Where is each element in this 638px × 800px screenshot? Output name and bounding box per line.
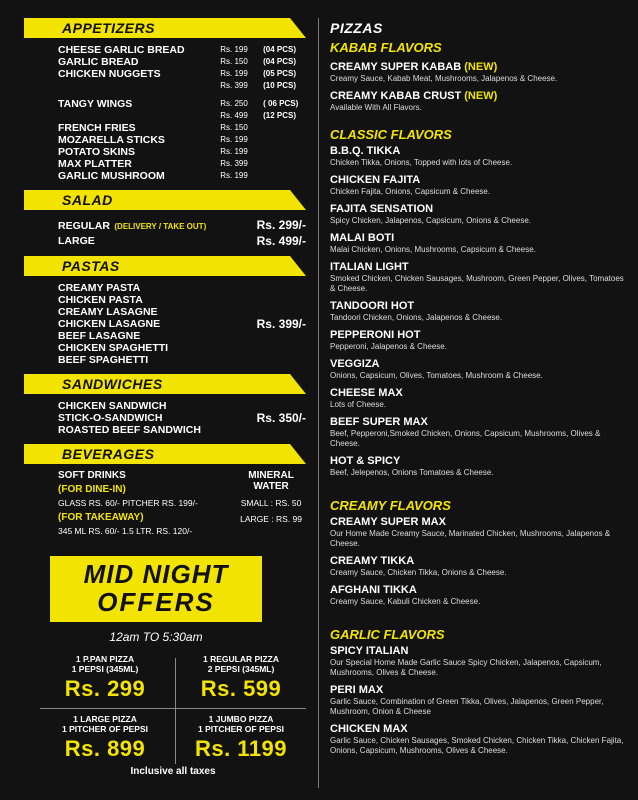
list-item: [58, 234, 306, 248]
list-item: AFGHANI TIKKA Creamy Sauce, Kabuli Chicken & Cheese.: [330, 584, 481, 606]
list-item: CHICKEN FAJITA Chicken Fajita, Onions, Capsicum & Cheese.: [330, 174, 491, 196]
classic-flavors-title: CLASSIC FLAVORS: [330, 127, 452, 142]
list-item: CREAMY SUPER MAX Our Home Made Creamy Sauce, Marinated Chicken, Mushrooms, Jalapenos & Cheese.: [330, 516, 611, 548]
list-item: STICK-O-SANDWICH: [58, 412, 163, 424]
list-item: CHICKEN MAX Garlic Sauce, Chicken Sausages, Smoked Chicken, Chicken Tikka, Chicken Fajita, Onions, Capsicum, Mushrooms, Olives & Cheese.: [330, 723, 624, 755]
takeaway-prices: 345 ML RS. 60/- 1.5 LTR. RS. 120/-: [58, 526, 193, 536]
salad-large: LARGE: [58, 235, 95, 247]
salad-note: (DELIVERY / TAKE OUT): [114, 222, 207, 231]
midnight-line1: MID NIGHT: [83, 559, 229, 589]
new-badge: (NEW): [464, 90, 498, 102]
list-item: PERI MAX Garlic Sauce, Combination of Green Tikka, Olives, Jalapenos, Green Pepper, Mushroom, Onion & Cheese: [330, 684, 604, 716]
sandwiches-header: SANDWICHES: [24, 374, 306, 394]
list-item: TANDOORI HOT Tandoori Chicken, Onions, Jalapenos & Cheese.: [330, 300, 503, 322]
list-item: PEPPERONI HOT Pepperoni, Jalapenos & Cheese.: [330, 329, 447, 351]
list-item: CHEESE MAX Lots of Cheese.: [330, 387, 403, 409]
list-item: SPICY ITALIAN Our Special Home Made Garlic Sauce Spicy Chicken, Jalapenos, Capsicum, Mushrooms, Olives & Cheese.: [330, 645, 602, 677]
list-item: CREAMY SUPER KABAB (NEW) Creamy Sauce, Kabab Meat, Mushrooms, Jalapenos & Cheese.: [330, 61, 558, 83]
list-item: BEEF SUPER MAX Beef, Pepperoni,Smoked Chicken, Onions, Capsicum, Mushrooms, Olives & Cheese.: [330, 416, 601, 448]
pizzas-header: PIZZAS: [330, 18, 626, 38]
list-item: GARLIC BREAD Rs. 150 (04 PCS): [58, 56, 297, 68]
sandwiches-list: [24, 394, 306, 444]
sandwiches-price: Rs. 350/-: [256, 411, 306, 425]
left-column: [24, 18, 306, 544]
salad-header: SALAD: [24, 190, 306, 210]
pastas-list: [24, 276, 306, 374]
list-item: GARLIC MUSHROOM Rs. 199: [58, 170, 248, 182]
salad-regular: REGULAR: [58, 220, 110, 232]
list-item: Rs. 399 (10 PCS): [220, 81, 297, 90]
appetizers-header: APPETIZERS: [24, 18, 306, 38]
beverages-list: [24, 464, 306, 544]
offer-card: 1 JUMBO PIZZA 1 PITCHER OF PEPSI Rs. 1199: [176, 714, 306, 762]
new-badge: (NEW): [464, 61, 498, 73]
dinein-label: (FOR DINE-IN): [58, 484, 126, 495]
list-item: POTATO SKINS Rs. 199: [58, 146, 248, 158]
taxes-note: Inclusive all taxes: [130, 766, 216, 777]
list-item: CHICKEN LASAGNE: [58, 318, 161, 330]
list-item: CHICKEN SPAGHETTI: [58, 342, 169, 354]
salad-regular-price: Rs. 299/-: [256, 218, 306, 232]
offers-horizontal-divider: [40, 708, 306, 709]
right-column: [330, 18, 626, 756]
list-item: ITALIAN LIGHT Smoked Chicken, Chicken Sausages, Mushroom, Green Pepper, Olives, Tomatoes & Cheese.: [330, 261, 624, 293]
list-item: ROASTED BEEF SANDWICH: [58, 424, 201, 436]
list-item: Rs. 499 (12 PCS): [220, 111, 297, 120]
list-item: CHEESE GARLIC BREAD Rs. 199 (04 PCS): [58, 44, 297, 56]
list-item: VEGGIZA Onions, Capsicum, Olives, Tomatoes, Mushroom & Cheese.: [330, 358, 543, 380]
water-label: WATER: [253, 481, 289, 492]
mineral-label: MINERAL: [248, 470, 294, 481]
midnight-line2: OFFERS: [97, 587, 215, 617]
water-small-price: SMALL : RS. 50: [240, 498, 302, 508]
water-large-price: LARGE : RS. 99: [240, 514, 302, 524]
garlic-flavors-title: GARLIC FLAVORS: [330, 627, 445, 642]
appetizers-list: [24, 38, 306, 190]
offer-price: Rs. 599: [200, 676, 282, 701]
offer-card: 1 LARGE PIZZA 1 PITCHER OF PEPSI Rs. 899: [40, 714, 170, 762]
takeaway-label: (FOR TAKEAWAY): [58, 512, 144, 523]
pastas-header: PASTAS: [24, 256, 306, 276]
list-item: [58, 216, 306, 234]
list-item: CREAMY LASAGNE: [58, 306, 158, 318]
midnight-offers-banner: [50, 556, 262, 622]
list-item: FAJITA SENSATION Spicy Chicken, Jalapenos, Capsicum, Onions & Cheese.: [330, 203, 531, 225]
list-item: MALAI BOTI Malai Chicken, Onions, Mushrooms, Capsicum & Cheese.: [330, 232, 536, 254]
list-item: CREAMY PASTA: [58, 282, 141, 294]
list-item: MAX PLATTER Rs. 399: [58, 158, 248, 170]
list-item: CHICKEN SANDWICH: [58, 400, 167, 412]
offer-price: Rs. 299: [64, 676, 146, 701]
creamy-flavors-title: CREAMY FLAVORS: [330, 498, 451, 513]
pastas-price: Rs. 399/-: [256, 317, 306, 331]
beverages-header: BEVERAGES: [24, 444, 306, 464]
column-divider: [318, 18, 319, 788]
list-item: CHICKEN PASTA: [58, 294, 143, 306]
list-item: B.B.Q. TIKKA Chicken Tikka, Onions, Topped with lots of Cheese.: [330, 145, 513, 167]
list-item: FRENCH FRIES Rs. 150: [58, 122, 248, 134]
kabab-flavors-title: KABAB FLAVORS: [330, 40, 442, 55]
list-item: MOZARELLA STICKS Rs. 199: [58, 134, 248, 146]
dinein-prices: GLASS RS. 60/- PITCHER RS. 199/-: [58, 498, 198, 508]
list-item: CHICKEN NUGGETS Rs. 199 (05 PCS): [58, 68, 297, 80]
list-item: BEEF SPAGHETTI: [58, 354, 149, 366]
list-item: CREAMY KABAB CRUST (NEW) Available With All Flavors.: [330, 90, 498, 112]
salad-large-price: Rs. 499/-: [256, 234, 306, 248]
midnight-time: 12am TO 5:30am: [109, 630, 203, 644]
list-item: BEEF LASAGNE: [58, 330, 141, 342]
list-item: TANGY WINGS Rs. 250 ( 06 PCS): [58, 98, 299, 110]
offer-card: 1 P.PAN PIZZA 1 PEPSI (345ML) Rs. 299: [40, 654, 170, 702]
offer-price: Rs. 899: [64, 736, 146, 761]
offer-price: Rs. 1199: [194, 736, 288, 761]
offer-card: 1 REGULAR PIZZA 2 PEPSI (345ML) Rs. 599: [176, 654, 306, 702]
soft-drinks-label: SOFT DRINKS: [58, 470, 126, 481]
list-item: CREAMY TIKKA Creamy Sauce, Chicken Tikka, Onions & Cheese.: [330, 555, 507, 577]
salad-list: [24, 210, 306, 256]
list-item: HOT & SPICY Beef, Jelepenos, Onions Tomatoes & Cheese.: [330, 455, 494, 477]
